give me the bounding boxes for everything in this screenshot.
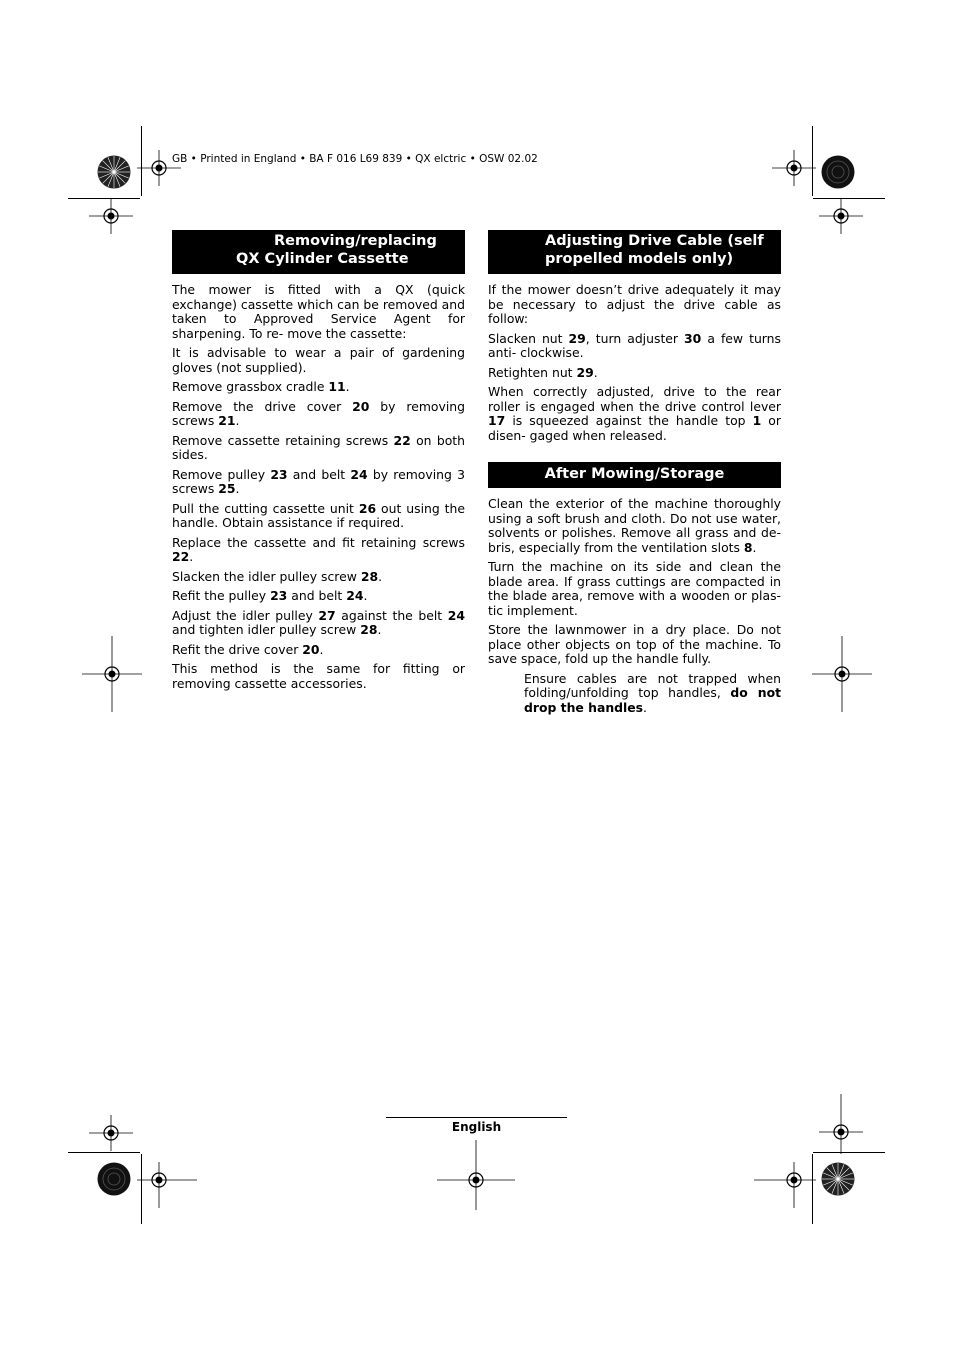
section-drive-cable (488, 230, 781, 720)
crop-mark (68, 1152, 140, 1153)
paragraph: If the mower doesn’t drive adequately it may be necessary to adjust the drive cable as follow: (488, 282, 781, 326)
paragraph: The mower is fitted with a QX (quick exchange) cassette which can be removed and taken to Approved Service Agent for sharpening. To re- move the cassette: (172, 282, 465, 341)
star-target-mark (821, 1162, 855, 1196)
section-removing-cassette (172, 230, 465, 696)
paragraph: Pull the cutting cassette unit 26 out using the handle. Obtain assistance if required. (172, 500, 465, 530)
heading-line: QX Cylinder Cassette (236, 251, 409, 267)
registration-mark (819, 198, 863, 234)
paragraph-list (488, 497, 781, 667)
paragraph: Remove cassette retaining screws 22 on both sides. (172, 432, 465, 462)
registration-mark (89, 198, 133, 234)
registration-mark (754, 1162, 816, 1208)
paragraph: Refit the drive cover 20. (172, 641, 324, 657)
paragraph: It is advisable to wear a pair of gardening gloves (not supplied). (172, 345, 465, 375)
paragraph-list (488, 283, 781, 443)
registration-mark (89, 1115, 133, 1151)
footer-rule (386, 1117, 567, 1118)
paragraph: Remove grassbox cradle 11. (172, 379, 350, 394)
warning-note: Ensure cables are not trapped when folding/unfolding top handles, do not drop the handles. (524, 670, 782, 715)
section-heading-storage (488, 462, 781, 488)
registration-mark (772, 150, 816, 186)
paragraph: Store the lawnmower in a dry place. Do not place other objects on top of the machine. To save space, fold up the handle fully. (488, 622, 781, 666)
heading-line: propelled models only) (545, 251, 734, 267)
paragraph: Slacken the idler pulley screw 28. (172, 568, 383, 584)
paragraph: Clean the exterior of the machine thoroughly using a soft brush and cloth. Do not use water, solvents or polishes. Remove all grass and de- bris, especially from the ventilation slots 8. (488, 496, 781, 555)
paragraph: Replace the cassette and fit retaining screws 22. (172, 534, 465, 564)
section-heading (488, 230, 781, 274)
registration-mark (437, 1140, 515, 1210)
registration-mark (82, 636, 142, 712)
paragraph: Remove pulley 23 and belt 24 by removing 3 screws 25. (172, 466, 465, 496)
paragraph: This method is the same for fitting or removing cassette accessories. (172, 661, 465, 691)
star-target-mark (97, 155, 131, 189)
registration-mark (812, 636, 872, 712)
paragraph: Slacken nut 29, turn adjuster 30 a few turns anti- clockwise. (488, 330, 781, 360)
registration-mark (819, 1094, 863, 1154)
paragraph: Remove the drive cover 20 by removing screws 21. (172, 398, 465, 428)
heading-line: Removing/replacing (274, 233, 437, 249)
star-target-mark (97, 1162, 131, 1196)
registration-mark (137, 1162, 197, 1208)
heading-line: Adjusting Drive Cable (self (545, 233, 764, 249)
paragraph: When correctly adjusted, drive to the rear roller is engaged when the drive control lever 17 is squeezed against the handle top 1 or disen- gaged when released. (488, 384, 781, 443)
paragraph-list (172, 283, 465, 691)
section-heading (172, 230, 465, 274)
heading-line: After Mowing/Storage (544, 466, 725, 482)
star-target-mark (821, 155, 855, 189)
paragraph: Adjust the idler pulley 27 against the belt 24 and tighten idler pulley screw 28. (172, 607, 465, 637)
print-info: GB • Printed in England • BA F 016 L69 839 • QX elctric • OSW 02.02 (172, 153, 538, 165)
paragraph: Refit the pulley 23 and belt 24. (172, 588, 368, 603)
paragraph: Turn the machine on its side and clean the blade area. If grass cuttings are compacted in the blade area, remove with a wooden or plas- tic implement. (488, 559, 781, 618)
paragraph: Retighten nut 29. (488, 364, 598, 380)
footer-language: English (451, 1120, 502, 1134)
